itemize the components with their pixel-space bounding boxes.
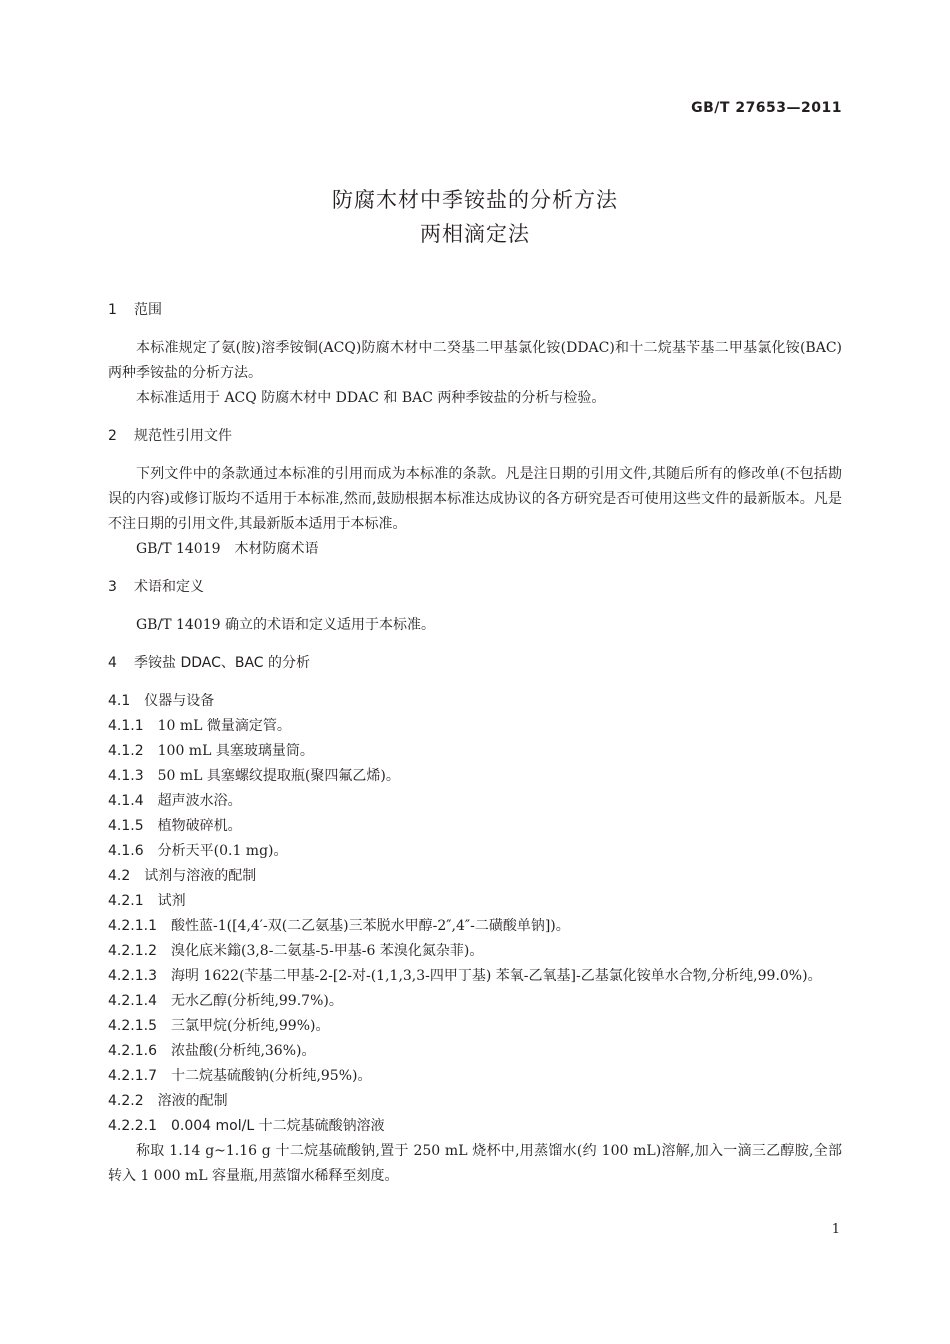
- equipment-item: [108, 739, 842, 764]
- subsection-4-2-1-heading: [108, 889, 842, 914]
- clause-number: 4.1: [108, 693, 131, 709]
- section-3-heading: [108, 575, 842, 599]
- clause-number: 4.2.1.4: [108, 993, 157, 1009]
- subsection-4-2-2-1-heading: [108, 1114, 842, 1139]
- clause-text: 浓盐酸(分析纯,36%)。: [170, 1043, 316, 1059]
- clause-number: 4.2.1.5: [108, 1018, 157, 1034]
- clause-number: 4.2.1.7: [108, 1068, 157, 1084]
- clause-number: 4.1.2: [108, 743, 144, 759]
- equipment-item: [108, 839, 842, 864]
- clause-title: 0.004 mol/L 十二烷基硫酸钠溶液: [170, 1118, 385, 1134]
- clause-text: 50 mL 具塞螺纹提取瓶(聚四氟乙烯)。: [157, 768, 400, 784]
- section-number: 3: [108, 579, 117, 595]
- reagent-list-a: [108, 914, 842, 964]
- clause-number: 4.1.4: [108, 793, 144, 809]
- section-1-heading: [108, 298, 842, 322]
- equipment-item: [108, 789, 842, 814]
- clause-text: 海明 1622(苄基二甲基-2-[2-对-(1,1,3,3-四甲丁基) 苯氧-乙氧基]-乙基氯化铵单水合物,分析纯,99.0%)。: [170, 968, 822, 984]
- section-number: 1: [108, 302, 117, 318]
- clause-number: 4.1.3: [108, 768, 144, 784]
- clause-text: 超声波水浴。: [157, 793, 242, 809]
- normative-reference: GB/T 14019 木材防腐术语: [136, 541, 319, 557]
- clause-number: 4.2: [108, 868, 131, 884]
- reagent-list-b: [108, 989, 842, 1089]
- reagent-item: [108, 1039, 842, 1064]
- section-number: 4: [108, 655, 117, 671]
- reagent-item: [108, 939, 842, 964]
- clause-text: 十二烷基硫酸钠(分析纯,95%)。: [170, 1068, 372, 1084]
- equipment-list: [108, 714, 842, 864]
- reagent-item: [108, 989, 842, 1014]
- section-2-heading: [108, 424, 842, 448]
- reagent-item: [108, 1064, 842, 1089]
- equipment-item: [108, 764, 842, 789]
- reagent-item: [108, 914, 842, 939]
- section-number: 2: [108, 428, 117, 444]
- clause-number: 4.2.2.1: [108, 1118, 157, 1134]
- clause-text: 酸性蓝-1([4,4′-双(二乙氨基)三苯脱水甲醇-2″,4″-二磺酸单钠])。: [170, 918, 570, 934]
- solution-preparation-paragraph: 称取 1.14 g~1.16 g 十二烷基硫酸钠,置于 250 mL 烧杯中,用蒸馏水(约 100 mL)溶解,加入一滴三乙醇胺,全部转入 1 000 mL 容量瓶,用蒸馏水稀释至刻度。: [108, 1143, 842, 1184]
- clause-title: 溶液的配制: [157, 1093, 228, 1109]
- reagent-item: [108, 1014, 842, 1039]
- clause-title: 仪器与设备: [144, 693, 215, 709]
- document-body: [108, 298, 842, 1189]
- page-number: 1: [831, 1222, 840, 1237]
- equipment-item: [108, 714, 842, 739]
- subsection-4-2-heading: [108, 864, 842, 889]
- clause-number: 4.1.6: [108, 843, 144, 859]
- clause-number: 4.1.5: [108, 818, 144, 834]
- section-3-paragraph-1: GB/T 14019 确立的术语和定义适用于本标准。: [136, 617, 435, 633]
- section-title: 规范性引用文件: [134, 428, 232, 444]
- clause-title: 试剂与溶液的配制: [144, 868, 257, 884]
- clause-number: 4.2.1.6: [108, 1043, 157, 1059]
- clause-number: 4.2.1.3: [108, 968, 157, 984]
- clause-text: 无水乙醇(分析纯,99.7%)。: [170, 993, 343, 1009]
- clause-number: 4.2.1.1: [108, 918, 157, 934]
- clause-title: 试剂: [157, 893, 186, 909]
- document-subtitle: 两相滴定法: [420, 222, 530, 246]
- clause-text: 植物破碎机。: [157, 818, 242, 834]
- clause-text: 溴化底米鎓(3,8-二氨基-5-甲基-6 苯溴化氮杂菲)。: [170, 943, 484, 959]
- section-title: 术语和定义: [134, 579, 204, 595]
- clause-number: 4.2.1.2: [108, 943, 157, 959]
- section-1-paragraph-1: 本标准规定了氨(胺)溶季铵铜(ACQ)防腐木材中二癸基二甲基氯化铵(DDAC)和十二烷基苄基二甲基氯化铵(BAC)两种季铵盐的分析方法。: [108, 340, 842, 381]
- subsection-4-2-2-heading: [108, 1089, 842, 1114]
- equipment-item: [108, 814, 842, 839]
- section-title: 季铵盐 DDAC、BAC 的分析: [134, 655, 311, 671]
- section-1-paragraph-2: 本标准适用于 ACQ 防腐木材中 DDAC 和 BAC 两种季铵盐的分析与检验。: [136, 390, 606, 406]
- clause-text: 分析天平(0.1 mg)。: [157, 843, 288, 859]
- section-2-paragraph-1: 下列文件中的条款通过本标准的引用而成为本标准的条款。凡是注日期的引用文件,其随后所有的修改单(不包括勘误的内容)或修订版均不适用于本标准,然而,鼓励根据本标准达成协议的各方研究是否可使用这些文件的最新版本。凡是不注日期的引用文件,其最新版本适用于本标准。: [108, 466, 842, 532]
- clause-number: 4.1.1: [108, 718, 144, 734]
- clause-text: 三氯甲烷(分析纯,99%)。: [170, 1018, 330, 1034]
- section-title: 范围: [134, 302, 162, 318]
- subsection-4-1-heading: [108, 689, 842, 714]
- clause-text: 10 mL 微量滴定管。: [157, 718, 291, 734]
- clause-number: 4.2.1: [108, 893, 144, 909]
- reagent-item-wrapped: [108, 964, 842, 989]
- clause-number: 4.2.2: [108, 1093, 144, 1109]
- clause-text: 100 mL 具塞玻璃量筒。: [157, 743, 314, 759]
- section-4-heading: [108, 651, 842, 675]
- document-title: 防腐木材中季铵盐的分析方法: [332, 188, 618, 212]
- standard-code: GB/T 27653—2011: [691, 100, 842, 116]
